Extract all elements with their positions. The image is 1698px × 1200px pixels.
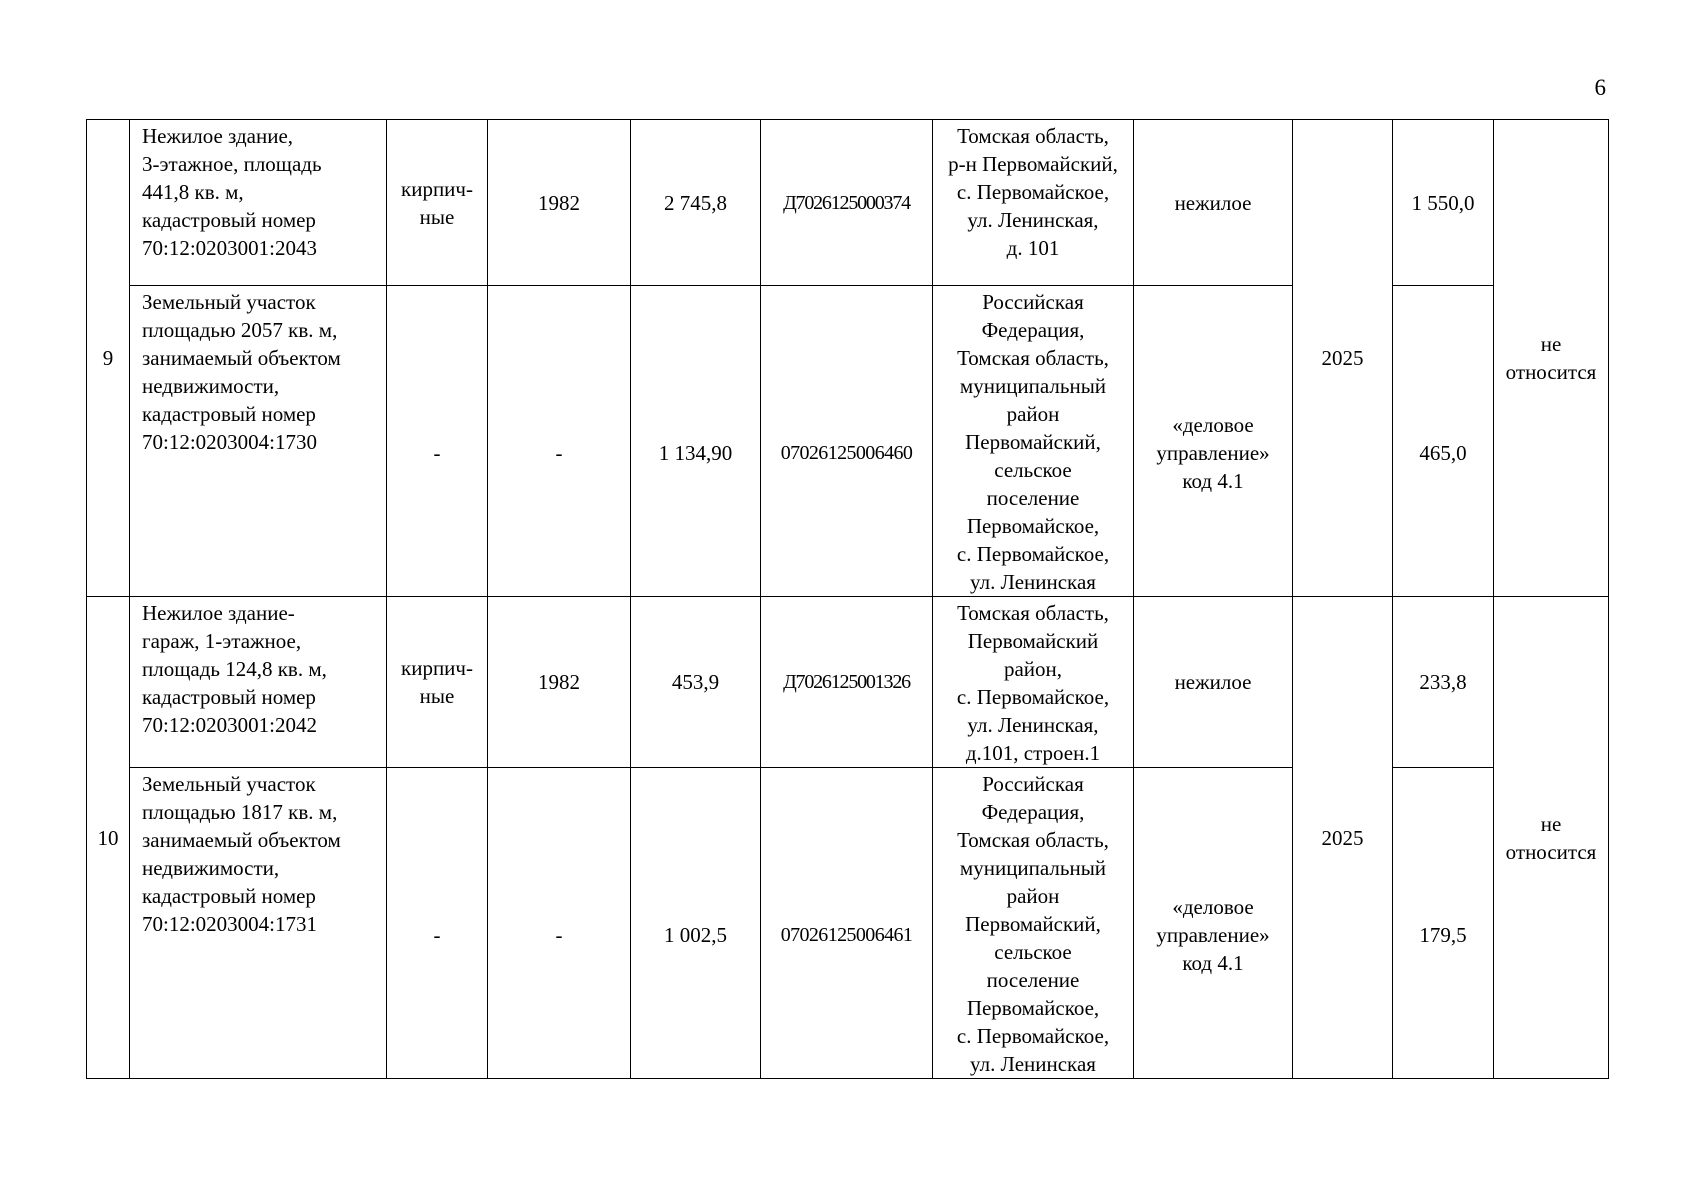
text-line: относится: [1505, 360, 1597, 384]
text-line: занимаемый объектом: [142, 346, 341, 370]
text-line: Федерация,: [981, 318, 1085, 342]
row-number: 10: [87, 597, 130, 1079]
text-line: управление»: [1156, 923, 1270, 947]
text-line: поселение: [986, 968, 1080, 992]
object-price: 233,8: [1393, 597, 1494, 768]
text-line: с. Первомайское,: [956, 1024, 1110, 1048]
text-line: нежилое: [1174, 670, 1252, 694]
text-line: с. Первомайское,: [956, 685, 1110, 709]
text-line: -: [433, 923, 441, 947]
table-row: [87, 120, 1609, 286]
text-line: Первомайский,: [965, 912, 1101, 936]
text-line: ул. Ленинская: [970, 1052, 1096, 1076]
object-description: [130, 597, 387, 768]
text-line: Российская: [982, 772, 1084, 796]
text-line: -: [433, 441, 441, 465]
wall-material: [387, 597, 488, 768]
text-line: муниципальный: [959, 374, 1107, 398]
year-built: 1982: [488, 597, 631, 768]
privatization-year: 2025: [1293, 597, 1393, 1079]
text-line: площадью 2057 кв. м,: [142, 318, 338, 342]
object-category: [1494, 597, 1609, 1079]
text-line: район: [1006, 884, 1060, 908]
text-line: сельское: [994, 458, 1072, 482]
text-line: кирпич-: [401, 176, 473, 201]
text-line: Нежилое здание,: [142, 124, 294, 148]
object-purpose: [1134, 597, 1293, 768]
text-line: код 4.1: [1182, 469, 1244, 493]
object-description: [130, 120, 387, 286]
text-line: поселение: [986, 486, 1080, 510]
text-line: Земельный участок: [142, 290, 316, 314]
text-line: 70:12:0203004:1730: [142, 430, 318, 454]
year-built: -: [488, 768, 631, 1079]
cadastral-value: 1 134,90: [631, 286, 761, 597]
text-line: ул. Ленинская: [970, 570, 1096, 594]
text-line: Томская область,: [957, 346, 1109, 370]
text-line: Первомайский: [967, 629, 1099, 653]
text-line: 3-этажное, площадь: [142, 152, 322, 176]
text-line: Томская область,: [957, 601, 1109, 625]
text-line: Российская: [982, 290, 1084, 314]
object-code: 07026125006461: [761, 768, 933, 1079]
text-line: Федерация,: [981, 800, 1085, 824]
text-line: Земельный участок: [142, 772, 316, 796]
text-line: ные: [419, 204, 455, 229]
wall-material: [387, 768, 488, 1079]
text-line: ные: [419, 684, 455, 708]
table-row: [87, 597, 1609, 768]
object-price: 465,0: [1393, 286, 1494, 597]
object-address: [933, 286, 1134, 597]
text-line: не: [1540, 811, 1562, 836]
text-line: недвижимости,: [142, 374, 280, 398]
text-line: с. Первомайское,: [956, 542, 1110, 566]
text-line: кадастровый номер: [142, 884, 316, 908]
text-line: сельское: [994, 940, 1072, 964]
object-address: [933, 768, 1134, 1079]
object-code: Д7026125001326: [761, 597, 933, 768]
text-line: ул. Ленинская,: [967, 713, 1099, 737]
object-category: [1494, 120, 1609, 597]
object-purpose: [1134, 286, 1293, 597]
text-line: д. 101: [1006, 236, 1060, 260]
text-line: «деловое: [1172, 895, 1254, 919]
row-number: 9: [87, 120, 130, 597]
text-line: Первомайское,: [966, 514, 1100, 538]
text-line: 70:12:0203001:2043: [142, 236, 318, 260]
text-line: площадью 1817 кв. м,: [142, 800, 338, 824]
text-line: гараж, 1-этажное,: [142, 629, 302, 653]
text-line: д.101, строен.1: [965, 741, 1101, 765]
text-line: 441,8 кв. м,: [142, 180, 244, 204]
year-built: -: [488, 286, 631, 597]
text-line: р-н Первомайский,: [948, 152, 1118, 176]
text-line: управление»: [1156, 441, 1270, 465]
object-price: 179,5: [1393, 768, 1494, 1079]
text-line: относится: [1505, 839, 1597, 864]
object-description: [130, 768, 387, 1079]
cadastral-value: 1 002,5: [631, 768, 761, 1079]
privatization-year: 2025: [1293, 120, 1393, 597]
object-purpose: [1134, 120, 1293, 286]
text-line: нежилое: [1174, 190, 1252, 215]
text-line: площадь 124,8 кв. м,: [142, 657, 327, 681]
wall-material: [387, 286, 488, 597]
text-line: Первомайский,: [965, 430, 1101, 454]
text-line: 70:12:0203004:1731: [142, 912, 318, 936]
text-line: кадастровый номер: [142, 685, 316, 709]
text-line: не: [1540, 332, 1562, 356]
text-line: кирпич-: [401, 656, 473, 680]
text-line: 70:12:0203001:2042: [142, 713, 318, 737]
object-code: Д7026125000374: [761, 120, 933, 286]
text-line: Томская область,: [957, 828, 1109, 852]
object-price: 1 550,0: [1393, 120, 1494, 286]
text-line: муниципальный: [959, 856, 1107, 880]
object-address: [933, 120, 1134, 286]
text-line: Первомайское,: [966, 996, 1100, 1020]
text-line: недвижимости,: [142, 856, 280, 880]
text-line: занимаемый объектом: [142, 828, 341, 852]
cadastral-value: 2 745,8: [631, 120, 761, 286]
text-line: кадастровый номер: [142, 402, 316, 426]
wall-material: [387, 120, 488, 286]
page-number: 6: [1594, 75, 1606, 100]
text-line: код 4.1: [1182, 951, 1244, 975]
text-line: с. Первомайское,: [956, 180, 1110, 204]
object-code: 07026125006460: [761, 286, 933, 597]
text-line: «деловое: [1172, 413, 1254, 437]
year-built: 1982: [488, 120, 631, 286]
text-line: Томская область,: [957, 124, 1109, 148]
text-line: ул. Ленинская,: [967, 208, 1099, 232]
object-description: [130, 286, 387, 597]
cadastral-value: 453,9: [631, 597, 761, 768]
text-line: кадастровый номер: [142, 208, 316, 232]
text-line: район,: [1003, 657, 1063, 681]
text-line: район: [1006, 402, 1060, 426]
text-line: Нежилое здание-: [142, 601, 295, 625]
property-registry-table: [86, 119, 1609, 1079]
object-purpose: [1134, 768, 1293, 1079]
object-address: [933, 597, 1134, 768]
